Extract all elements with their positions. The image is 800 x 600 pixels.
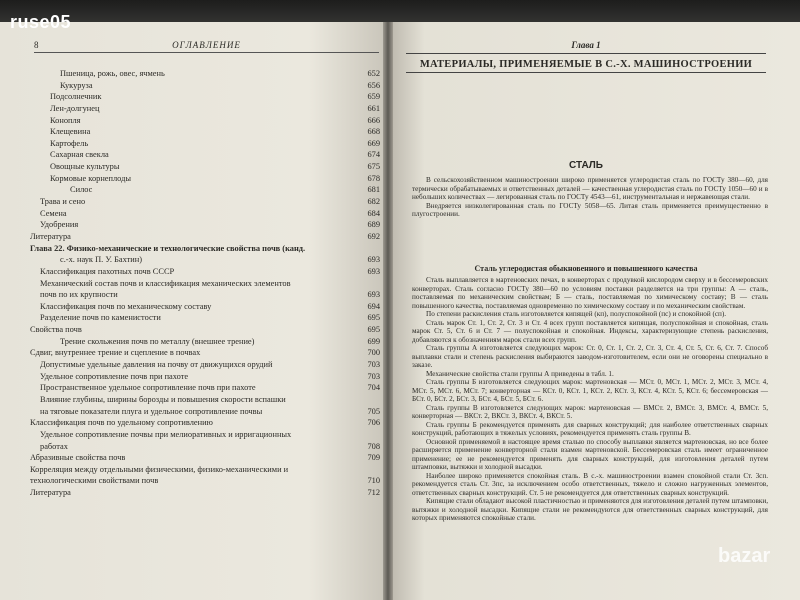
toc-entry-page: 656 bbox=[367, 80, 380, 90]
toc-entry-page: 678 bbox=[367, 173, 380, 183]
toc-entry bbox=[30, 441, 380, 453]
toc-entry bbox=[30, 103, 380, 115]
toc-entry bbox=[30, 359, 380, 371]
toc-entry-page: 695 bbox=[367, 325, 380, 335]
toc-entry-page: 692 bbox=[367, 231, 380, 241]
toc-entry bbox=[30, 243, 380, 255]
toc-entry-page: 668 bbox=[367, 127, 380, 137]
toc-entry-title: Механический состав почв и классификация механических элементов bbox=[40, 278, 291, 288]
toc-entry-title: Пшеница, рожь, овес, ячмень bbox=[60, 69, 165, 78]
paragraph: Сталь группы Б рекомендуется применять для сварных конструкций; для наиболее ответственных сварных конструкций, работающих в тяжелых условиях, рекомендуется применять сталь группы В. bbox=[412, 420, 768, 437]
toc-entry-title: Классификация почв по удельному сопротивлению bbox=[30, 418, 213, 428]
toc-entry bbox=[30, 126, 380, 138]
chapter-header bbox=[406, 40, 766, 73]
paragraph: По степени раскисления сталь изготовляется кипящей (кп), полуспокойной (пс) и спокойной (сп). bbox=[426, 310, 727, 318]
toc-entry bbox=[30, 254, 380, 266]
paragraph: Механические свойства стали группы А приведены в табл. 1. bbox=[426, 369, 614, 378]
toc-entry-page: 689 bbox=[367, 220, 380, 230]
toc-entry-page: 695 bbox=[367, 313, 380, 323]
toc-entry-title: почв по их крупности bbox=[40, 290, 118, 300]
toc-entry bbox=[30, 452, 380, 464]
toc-entry bbox=[30, 464, 380, 476]
toc-entry-title: Классификация пахотных почв СССР bbox=[40, 266, 175, 276]
toc-entry-title: Подсолнечник bbox=[50, 92, 102, 102]
toc-entry bbox=[30, 115, 380, 127]
toc-entry-page: 669 bbox=[367, 138, 380, 148]
toc-entry-title: Абразивные свойства почв bbox=[30, 453, 126, 463]
toc-entry bbox=[30, 68, 380, 80]
toc-entry bbox=[30, 184, 380, 196]
toc-entry-page: 684 bbox=[367, 208, 380, 218]
toc-entry-title: Овощные культуры bbox=[50, 162, 120, 172]
toc-entry-page: 712 bbox=[367, 488, 380, 498]
subsection-title: Сталь углеродистая обыкновенного и повышенного качества bbox=[474, 264, 698, 273]
toc-entry bbox=[30, 336, 380, 348]
toc-entry-title: технологическими свойствами почв bbox=[30, 476, 159, 486]
chapter-label: Глава 1 bbox=[571, 40, 601, 50]
paragraph: Наиболее широко применяется спокойная сталь. В с.-х. машиностроении взамен спокойной стали Ст. 3сп. рекомендуется сталь Ст. 3пс, за исключением особо ответственных, тяжело и сложно нагруженных элементов, ответственных сварных конструкций. Ст. 5 не рекомендуется для ответственных сварных конструкций. bbox=[412, 471, 768, 497]
toc-entry-page: 652 bbox=[367, 69, 380, 78]
book-spine bbox=[383, 22, 393, 600]
toc-entry bbox=[30, 266, 380, 278]
toc-entry-title: Корреляция между отдельными физическими, физико-механическими и bbox=[30, 464, 289, 474]
toc-entry-page: 706 bbox=[367, 418, 380, 428]
toc-entry-title: Картофель bbox=[50, 138, 89, 148]
toc-entry-title: Кормовые корнеплоды bbox=[50, 173, 132, 183]
toc-entry-page: 709 bbox=[367, 453, 380, 463]
bazar-logo: bazar bbox=[718, 545, 771, 567]
toc-entry-title: Семена bbox=[40, 208, 67, 218]
toc-entry-title: Свойства почв bbox=[30, 325, 82, 335]
toc-entry-title: с.-х. наук П. У. Бахтин) bbox=[60, 255, 143, 265]
toc-entry-page: 708 bbox=[367, 441, 380, 451]
toc-entry bbox=[30, 347, 380, 359]
toc-entry bbox=[30, 219, 380, 231]
page-number: 8 bbox=[34, 40, 39, 50]
toc-entry bbox=[30, 406, 380, 418]
toc-entry bbox=[30, 324, 380, 336]
toc-entry-page: 674 bbox=[367, 150, 380, 160]
toc-entry-title: Разделение почв по каменистости bbox=[40, 313, 161, 323]
toc-entry bbox=[30, 161, 380, 173]
toc-entry-title: Трава и сено bbox=[40, 197, 86, 207]
paragraph: Сталь группы А изготовляется следующих марок: Ст. 0, Ст. 1, Ст. 2, Ст. 3, Ст. 4, Ст. 5, Ст. 6, Ст. 7. Способ выплавки стали и степень раскисления выбираются заводом-изготовителем, если они не оговорены специально в заказе. bbox=[412, 344, 768, 369]
toc-entry-page: 710 bbox=[367, 476, 380, 486]
left-running-head bbox=[34, 40, 379, 53]
toc-entry-title: Удельное сопротивление почв при пахоте bbox=[40, 371, 189, 381]
toc-entry-page: 666 bbox=[367, 115, 380, 125]
toc-entry-title: Удельное сопротивление почвы при мелиоративных и ирригационных bbox=[40, 429, 292, 439]
toc-entry bbox=[30, 301, 380, 313]
paragraph: Основной применяемой в настоящее время сталью по способу выплавки является мартеновская, но все более расширяется применение конверторной стали взамен мартеновской. Бессемеровская сталь имеет ограниченное применение; ее не рекомендуется применять для сварных конструкций, для изготовления деталей путем штамповки, вытяжки и холодной высадки. bbox=[412, 437, 768, 471]
watermark-text: ruse05 bbox=[10, 12, 72, 32]
toc-entry-page: 704 bbox=[367, 383, 380, 393]
toc-entry bbox=[30, 208, 380, 220]
toc-entry-title: Пространственное удельное сопротивление почв при пахоте bbox=[40, 383, 256, 393]
toc-entry bbox=[30, 289, 380, 301]
paragraph: Кипящие стали обладают высокой пластичностью и применяются для изготовления деталей путем штамповки, вытяжки и холодной высадки. Кипящие стали не рекомендуются для ответственных сварных конструкций, для которых применяются спокойные стали. bbox=[412, 497, 768, 522]
toc-entry-page: 693 bbox=[367, 255, 380, 265]
section-title: СТАЛЬ bbox=[569, 160, 603, 171]
toc-entry bbox=[30, 394, 380, 406]
toc-entry bbox=[30, 149, 380, 161]
toc-entry-title: Сдвиг, внутреннее трение и сцепление в почвах bbox=[30, 348, 201, 358]
toc-entry bbox=[30, 382, 380, 394]
toc-entry bbox=[30, 278, 380, 290]
paragraph: Сталь марок Ст. 1, Ст. 2, Ст. 3 и Ст. 4 всех групп поставляется кипящая, полуспокойная и спокойная, сталь марок Ст. 5, Ст. 6 и Ст. 7 — полуспокойная и спокойная. Индексы, характеризующие степень раскисления, добавляются к обозначениям марок стали всех групп. bbox=[412, 318, 768, 344]
chapter-title: МАТЕРИАЛЫ, ПРИМЕНЯЕМЫЕ В С.-Х. МАШИНОСТРОЕНИИ bbox=[406, 57, 766, 73]
toc-entry-page: 675 bbox=[367, 162, 380, 172]
toc-entry-page: 703 bbox=[367, 360, 380, 370]
toc-entry bbox=[30, 312, 380, 324]
paragraph: Сталь группы В изготовляется следующих марок: мартеновская — ВМСт. 2, ВМСт. 3, ВМСт. 4, ВМСт. 5, конверторная — ВКСт. 2, ВКСт. 3, ВКСт. 4, ВКСт. 5. bbox=[412, 403, 768, 420]
table-of-contents bbox=[30, 68, 380, 499]
toc-entry-title: работах bbox=[40, 441, 68, 451]
toc-entry bbox=[30, 417, 380, 429]
toc-entry-page: 681 bbox=[367, 185, 380, 195]
toc-entry-page: 693 bbox=[367, 266, 380, 276]
toc-entry-title: Глава 22. Физико-механические и технологические свойства почв (канд. bbox=[30, 243, 306, 253]
toc-entry-title: Литература bbox=[30, 231, 71, 241]
toc-entry-page: 661 bbox=[367, 103, 380, 113]
section-intro-text bbox=[412, 176, 768, 219]
paragraph: Сталь группы Б изготовляется следующих марок: мартеновская — МСт. 0, МСт. 1, МСт. 2, МСт. 3, МСт. 4, МСт. 5, МСт. 6, МСт. 7; конверторная — КСт. 0, КСт. 1, КСт. 2, КСт. 3, КСт. 4, КСт. 5, КСт. 6; бессемеровская — БСт. 0, БСт. 2, БСт. 3, БСт. 4, БСт. 5, БСт. 6. bbox=[412, 378, 768, 403]
toc-entry bbox=[30, 91, 380, 103]
toc-entry bbox=[30, 487, 380, 499]
toc-entry-title: Трение скольжения почв по металлу (внешнее трение) bbox=[60, 336, 255, 346]
toc-entry-title: Клещевина bbox=[50, 127, 91, 137]
toc-entry-title: Влияние глубины, ширины борозды и повышения скорости вспашки bbox=[40, 394, 286, 404]
toc-entry-page: 703 bbox=[367, 371, 380, 381]
toc-entry-title: Сахарная свекла bbox=[50, 150, 109, 160]
toc-entry-page: 693 bbox=[367, 290, 380, 300]
toc-entry bbox=[30, 231, 380, 243]
toc-entry-title: на тяговые показатели плуга и удельное сопротивление почвы bbox=[40, 406, 263, 416]
toc-entry-title: Удобрения bbox=[40, 220, 79, 230]
toc-entry bbox=[30, 371, 380, 383]
toc-entry bbox=[30, 138, 380, 150]
toc-entry-page: 700 bbox=[367, 348, 380, 358]
toc-entry-title: Литература bbox=[30, 488, 71, 498]
toc-entry-page: 705 bbox=[367, 406, 380, 416]
toc-entry-page: 694 bbox=[367, 301, 380, 311]
toc-entry-title: Лен-долгунец bbox=[50, 103, 100, 113]
paragraph: Сталь выплавляется в мартеновских печах, в конверторах с продувкой кислородом сверху и в бессемеровских конверторах. Сталь согласно ГОСТу 380—60 по условиям поставки разделяется на три группы: А — сталь, поставляемая по механическим свойствам; Б — сталь, поставляемая по химическому составу; В — сталь повышенного качества, поставляемая одновременно по химическому составу и по механическим свойствам. bbox=[412, 276, 768, 310]
toc-entry-page: 659 bbox=[367, 92, 380, 102]
toc-entry bbox=[30, 80, 380, 92]
toc-entry-page: 682 bbox=[367, 197, 380, 207]
toc-entry-title: Конопля bbox=[50, 115, 81, 125]
toc-entry-title: Классификация почв по механическому составу bbox=[40, 301, 212, 311]
toc-entry-page: 699 bbox=[367, 336, 380, 346]
paragraph: Внедряется низколегированная сталь по ГОСТу 5058—65. Литая сталь применяется преимущественно в плугостроении. bbox=[412, 201, 768, 218]
subsection-text bbox=[412, 276, 768, 523]
toc-entry-title: Допустимые удельные давления на почву от движущихся орудий bbox=[40, 360, 273, 370]
toc-entry bbox=[30, 173, 380, 185]
toc-entry-title: Кукуруза bbox=[60, 80, 93, 90]
toc-entry bbox=[30, 475, 380, 487]
toc-entry bbox=[30, 429, 380, 441]
chapter-rule bbox=[406, 53, 766, 54]
toc-entry bbox=[30, 196, 380, 208]
running-title: ОГЛАВЛЕНИЕ bbox=[172, 40, 241, 50]
toc-entry-title: Силос bbox=[70, 185, 93, 195]
paragraph: В сельскохозяйственном машиностроении широко применяется углеродистая сталь по ГОСТу 380—60, для термически обрабатываемых и ответственных деталей — качественная углеродистая сталь по ГОСТу 1050—60 и в небольших количествах — легированная сталь по ГОСТу 4543—61, инструментальная и нержавеющая стали. bbox=[412, 176, 768, 201]
